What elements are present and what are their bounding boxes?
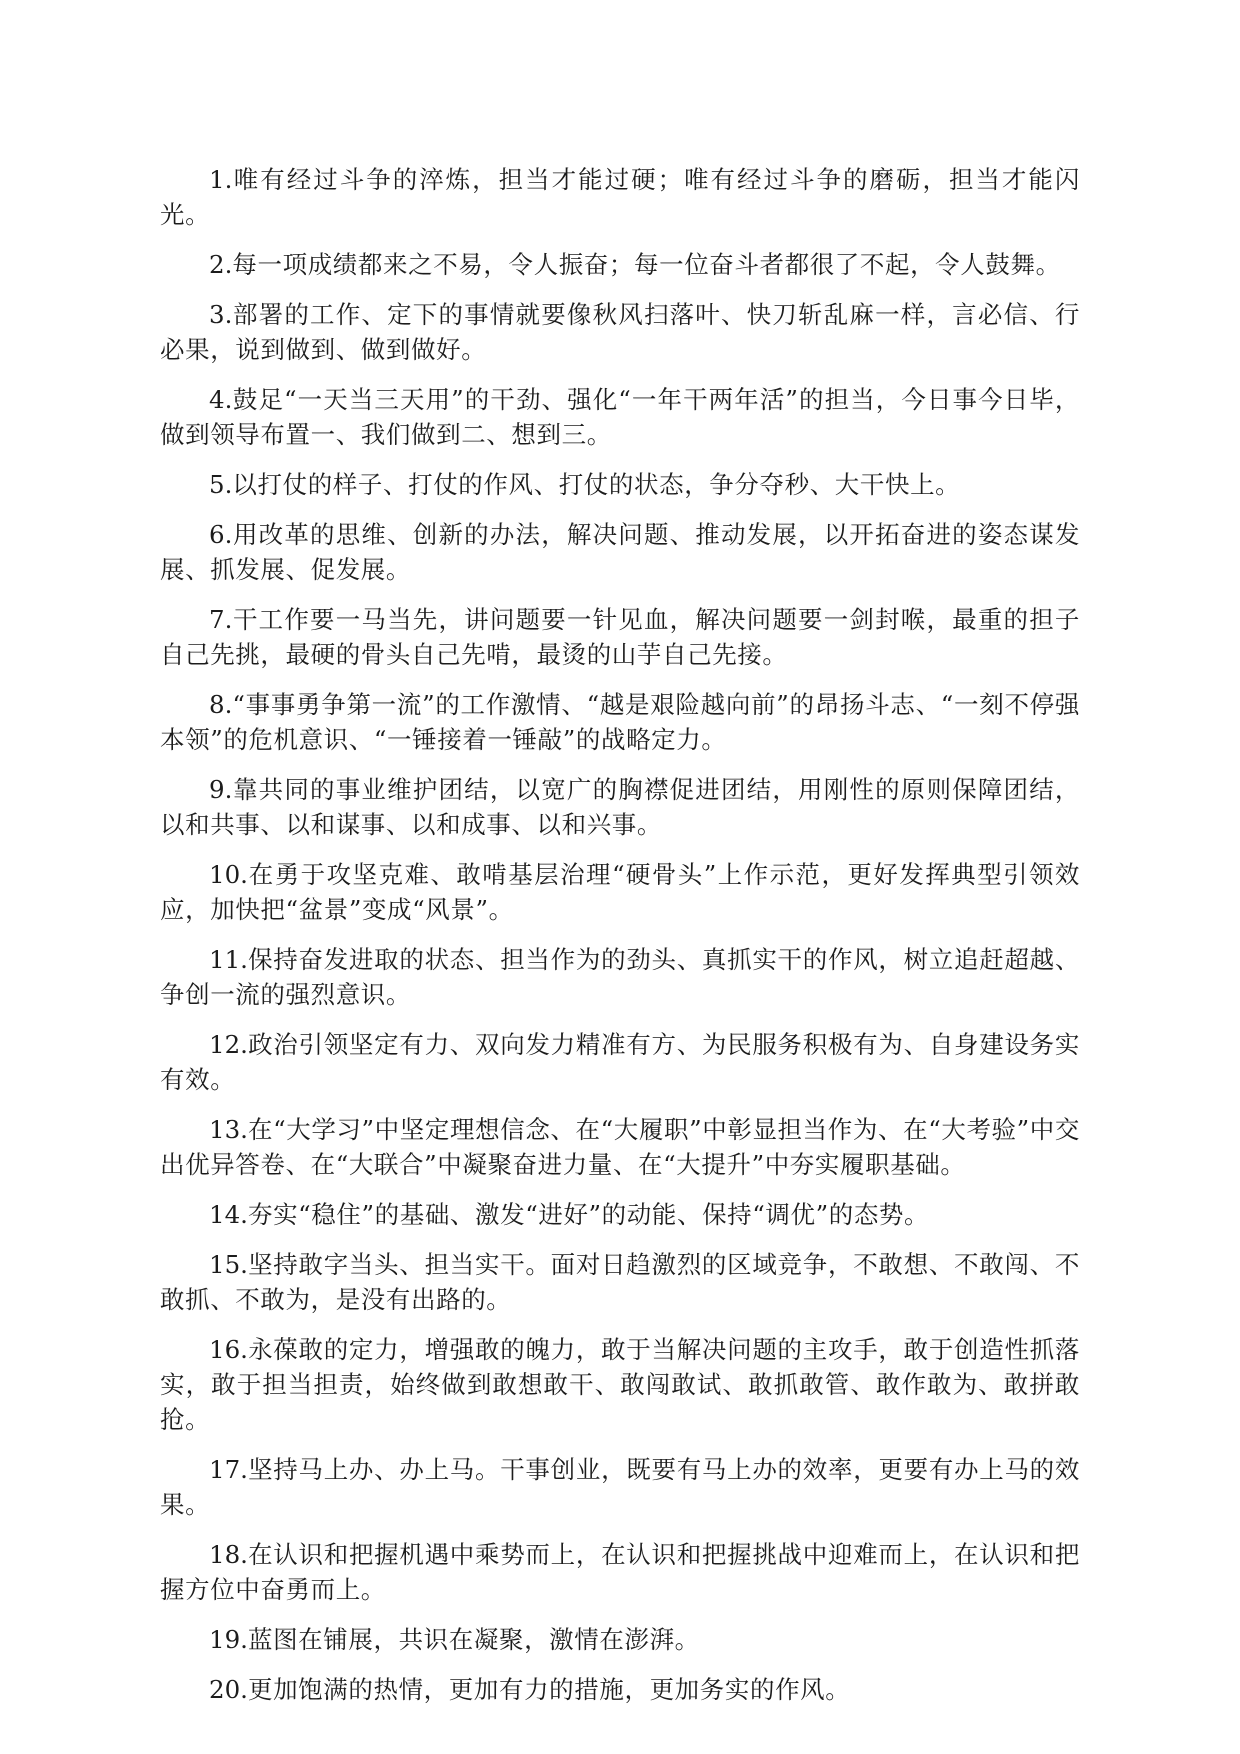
- paragraph-text: 坚持敢字当头、担当实干。面对日趋激烈的区域竞争，不敢想、不敢闯、不敢抓、不敢为，是没有出路的。: [160, 1250, 1080, 1314]
- paragraph-text: 每一项成绩都来之不易，令人振奋；每一位奋斗者都很了不起，令人鼓舞。: [232, 250, 1061, 279]
- paragraph: [160, 382, 1080, 452]
- paragraph-number: 10.: [209, 860, 248, 889]
- paragraph: [160, 1537, 1080, 1607]
- paragraph: [160, 1247, 1080, 1317]
- paragraph-text: 蓝图在铺展，共识在凝聚，激情在澎湃。: [247, 1625, 700, 1654]
- paragraph-number: 19.: [209, 1625, 248, 1654]
- paragraph-number: 6.: [209, 520, 233, 549]
- paragraph: [160, 857, 1080, 927]
- paragraph: [160, 772, 1080, 842]
- paragraph-text: 以打仗的样子、打仗的作风、打仗的状态，争分夺秒、大干快上。: [232, 470, 961, 499]
- paragraph-text: 唯有经过斗争的淬炼，担当才能过硬；唯有经过斗争的磨砺，担当才能闪光。: [160, 165, 1080, 229]
- paragraph-number: 3.: [209, 300, 233, 329]
- paragraph: [160, 1027, 1080, 1097]
- paragraph: [160, 942, 1080, 1012]
- paragraph: [160, 687, 1080, 757]
- paragraph-text: 更加饱满的热情，更加有力的措施，更加务实的作风。: [247, 1675, 851, 1704]
- paragraph-number: 18.: [209, 1540, 248, 1569]
- paragraph-number: 4.: [209, 385, 233, 414]
- paragraph-text: 永葆敢的定力，增强敢的魄力，敢于当解决问题的主攻手，敢于创造性抓落实，敢于担当担责，始终做到敢想敢干、敢闯敢试、敢抓敢管、敢作敢为、敢拼敢抢。: [160, 1335, 1080, 1434]
- paragraph: [160, 467, 1080, 502]
- paragraph-text: 在勇于攻坚克难、敢啃基层治理“硬骨头”上作示范，更好发挥典型引领效应，加快把“盆景”变成“风景”。: [160, 860, 1080, 924]
- paragraph-number: 16.: [209, 1335, 248, 1364]
- paragraph-text: 在“大学习”中坚定理想信念、在“大履职”中彰显担当作为、在“大考验”中交出优异答卷、在“大联合”中凝聚奋进力量、在“大提升”中夯实履职基础。: [160, 1115, 1080, 1179]
- paragraph-text: 干工作要一马当先，讲问题要一针见血，解决问题要一剑封喉，最重的担子自己先挑，最硬的骨头自己先啃，最烫的山芋自己先接。: [160, 605, 1080, 669]
- paragraph: [160, 1452, 1080, 1522]
- paragraph-text: 部署的工作、定下的事情就要像秋风扫落叶、快刀斩乱麻一样，言必信、行必果，说到做到、做到做好。: [160, 300, 1080, 364]
- paragraph-number: 8.: [209, 690, 233, 719]
- paragraph: [160, 1197, 1080, 1232]
- paragraph-number: 14.: [209, 1200, 248, 1229]
- paragraph-text: 靠共同的事业维护团结，以宽广的胸襟促进团结，用刚性的原则保障团结，以和共事、以和谋事、以和成事、以和兴事。: [160, 775, 1080, 839]
- paragraph-number: 17.: [209, 1455, 248, 1484]
- paragraph-number: 1.: [209, 165, 233, 194]
- paragraph-number: 13.: [209, 1115, 248, 1144]
- paragraph-text: 坚持马上办、办上马。干事创业，既要有马上办的效率，更要有办上马的效果。: [160, 1455, 1080, 1519]
- paragraph: [160, 162, 1080, 232]
- document-body: [160, 162, 1080, 1722]
- paragraph-text: 用改革的思维、创新的办法，解决问题、推动发展，以开拓奋进的姿态谋发展、抓发展、促发展。: [160, 520, 1080, 584]
- paragraph-number: 5.: [209, 470, 233, 499]
- paragraph: [160, 1332, 1080, 1437]
- paragraph-text: “事事勇争第一流”的工作激情、“越是艰险越向前”的昂扬斗志、“一刻不停强本领”的危机意识、“一锤接着一锤敲”的战略定力。: [160, 690, 1080, 754]
- paragraph-text: 鼓足“一天当三天用”的干劲、强化“一年干两年活”的担当，今日事今日毕，做到领导布置一、我们做到二、想到三。: [160, 385, 1080, 449]
- paragraph-number: 9.: [209, 775, 233, 804]
- paragraph-text: 保持奋发进取的状态、担当作为的劲头、真抓实干的作风，树立追赶超越、争创一流的强烈意识。: [160, 945, 1080, 1009]
- paragraph: [160, 1112, 1080, 1182]
- paragraph-number: 20.: [209, 1675, 248, 1704]
- paragraph-text: 夯实“稳住”的基础、激发“进好”的动能、保持“调优”的态势。: [247, 1200, 930, 1229]
- paragraph-number: 7.: [209, 605, 233, 634]
- paragraph: [160, 602, 1080, 672]
- paragraph-number: 15.: [209, 1250, 248, 1279]
- paragraph: [160, 1672, 1080, 1707]
- paragraph: [160, 517, 1080, 587]
- paragraph: [160, 1622, 1080, 1657]
- paragraph: [160, 247, 1080, 282]
- paragraph-number: 12.: [209, 1030, 248, 1059]
- paragraph-text: 在认识和把握机遇中乘势而上，在认识和把握挑战中迎难而上，在认识和把握方位中奋勇而上。: [160, 1540, 1080, 1604]
- paragraph: [160, 297, 1080, 367]
- paragraph-number: 11.: [209, 945, 248, 974]
- paragraph-text: 政治引领坚定有力、双向发力精准有方、为民服务积极有为、自身建设务实有效。: [160, 1030, 1080, 1094]
- paragraph-number: 2.: [209, 250, 233, 279]
